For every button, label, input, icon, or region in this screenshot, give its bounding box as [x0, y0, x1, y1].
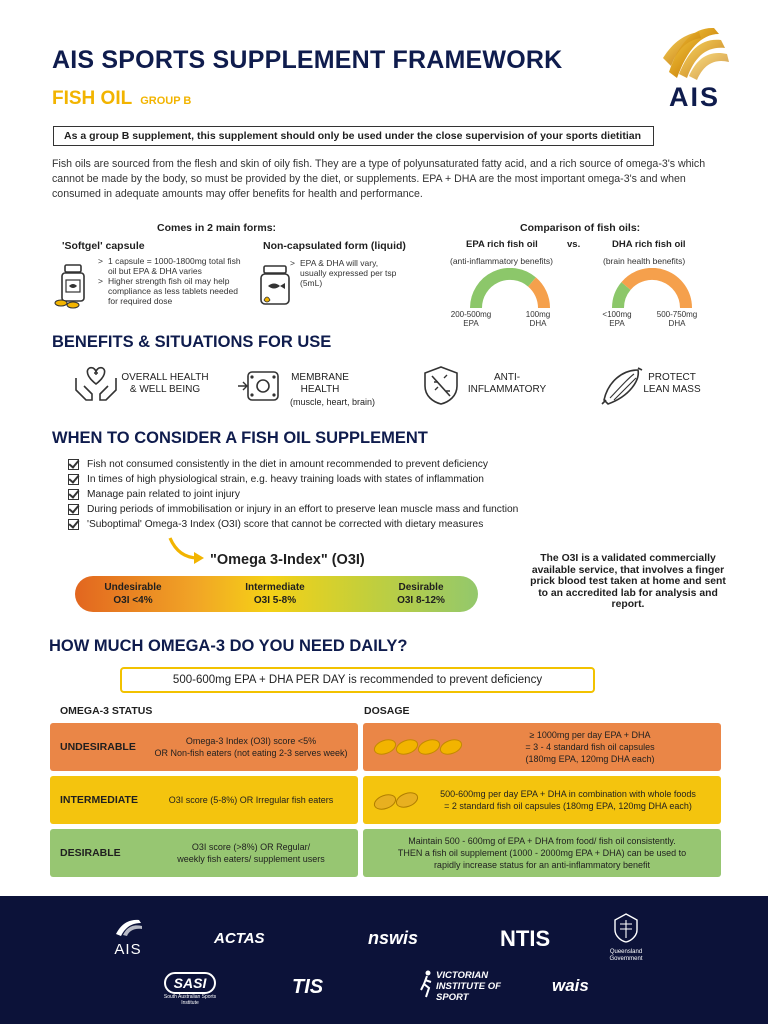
- dha-gauge-right: 500-750mg DHA: [656, 310, 698, 328]
- dosage-text: Maintain 500 - 600mg of EPA + DHA from food/ fish oil consistently. THEN a fish oil supplement (1000 - 2000mg EPA + DHA) can be used to rapidly increase status for an anti-inflammatory benefit: [397, 836, 687, 870]
- status-text: Omega-3 Index (O3I) score <5% OR Non-fish eaters (not eating 2-3 serves week): [154, 736, 348, 758]
- dosage-intermediate: [363, 776, 721, 824]
- qld-caption: Queensland Government: [609, 949, 643, 962]
- dosage-undesirable: [363, 723, 721, 771]
- liquid-label: Non-capsulated form (liquid): [263, 240, 406, 252]
- checklist-text: In times of high physiological strain, e.g. heavy training loads with states of inflammation: [87, 474, 484, 485]
- daily-recommendation: 500-600mg EPA + DHA PER DAY is recommended to prevent deficiency: [120, 667, 595, 693]
- page-title: AIS SPORTS SUPPLEMENT FRAMEWORK: [52, 46, 563, 74]
- benefit-anti-inflammatory: ANTI- INFLAMMATORY: [467, 372, 547, 395]
- footer-logo-sasi: [160, 972, 220, 1006]
- status-label: DESIRABLE: [60, 847, 121, 859]
- o3i-note: The O3I is a validated commercially available service, that involves a finger prick blood test taken at home and sent to an accredited lab for analysis and report.: [530, 553, 726, 610]
- status-label: INTERMEDIATE: [60, 794, 138, 806]
- epa-gauge-left: 200-500mg EPA: [450, 310, 492, 328]
- curved-arrow-icon: [166, 534, 208, 566]
- daily-heading: HOW MUCH OMEGA-3 DO YOU NEED DAILY?: [49, 637, 408, 655]
- footer-logo-vis: [420, 970, 516, 1003]
- checkbox-icon: [68, 474, 79, 485]
- footer-logo-qld: [598, 912, 654, 963]
- vs-label: vs.: [567, 239, 581, 250]
- benefits-heading: BENEFITS & SITUATIONS FOR USE: [52, 333, 332, 351]
- o3i-segment-range: O3I 8-12%: [397, 595, 445, 606]
- benefit-lean-mass: PROTECT LEAN MASS: [643, 372, 701, 395]
- dha-gauge-left: <100mg EPA: [602, 310, 632, 328]
- o3i-segment-undesirable: [90, 581, 176, 607]
- dha-subtitle: (brain health benefits): [603, 256, 686, 266]
- muscle-icon: [600, 366, 644, 406]
- epa-title: EPA rich fish oil: [466, 239, 538, 250]
- status-text: O3I score (5-8%) OR Irregular fish eaters: [168, 795, 334, 805]
- dha-title: DHA rich fish oil: [612, 239, 686, 250]
- liquid-bullet: > EPA & DHA will vary, usually expressed per tsp (5mL): [290, 258, 400, 288]
- o3i-segment-name: Intermediate: [245, 582, 305, 593]
- capsule-bottle-icon: [52, 262, 94, 310]
- cell-membrane-icon: [238, 366, 284, 406]
- dosage-text: 500-600mg per day EPA + DHA in combination with whole foods = 2 standard fish oil capsules (180mg EPA, 120mg DHA each): [440, 789, 696, 811]
- checklist-item: [68, 502, 518, 517]
- footer-logo-nswis: nswis: [368, 928, 419, 948]
- benefit-membrane-sub: (muscle, heart, brain): [290, 397, 376, 407]
- o3i-segment-desirable: [378, 581, 464, 607]
- status-desirable: [50, 829, 358, 877]
- sasi-wordmark: SASI: [164, 972, 217, 994]
- softgel-bullet: > 1 capsule = 1000-1800mg total fish oil but EPA & DHA varies: [98, 256, 248, 276]
- ais-logo: [655, 22, 737, 114]
- softgel-bullet: > Higher strength fish oil may help compliance as less tablets needed for required dose: [98, 276, 248, 306]
- epa-subtitle: (anti-inflammatory benefits): [450, 256, 553, 266]
- o3i-segment-range: O3I 5-8%: [253, 595, 297, 606]
- capsules-icon: [373, 788, 421, 812]
- softgel-label: 'Softgel' capsule: [62, 240, 145, 252]
- forms-heading: Comes in 2 main forms:: [157, 222, 277, 234]
- checkbox-icon: [68, 504, 79, 515]
- epa-gauge: [470, 268, 550, 310]
- vis-wordmark: VICTORIAN INSTITUTE OF SPORT: [436, 970, 501, 1003]
- status-label: UNDESIRABLE: [60, 741, 136, 753]
- partner-footer: [0, 896, 768, 1024]
- footer-logo-wais: wais: [552, 976, 589, 995]
- anti-inflammatory-icon: [420, 364, 462, 406]
- softgel-bullets: [98, 256, 248, 306]
- o3i-segment-intermediate: [232, 581, 318, 607]
- checkbox-icon: [68, 519, 79, 530]
- supplement-name: [52, 88, 191, 110]
- supplement-title: FISH OIL: [52, 88, 133, 109]
- o3i-segment-range: O3I <4%: [113, 595, 153, 606]
- supervision-notice: As a group B supplement, this supplement should only be used under the close supervision of your sports dietitian: [53, 126, 654, 146]
- checklist-text: 'Suboptimal' Omega-3 Index (O3I) score that cannot be corrected with dietary measures: [87, 519, 484, 530]
- consider-checklist: [68, 457, 518, 532]
- ais-ribbon-icon: [113, 918, 143, 936]
- checkbox-icon: [68, 459, 79, 470]
- footer-logo-text: AIS: [114, 941, 142, 958]
- status-column-head: OMEGA-3 STATUS: [60, 705, 153, 717]
- footer-logo-actas: ACTAS: [214, 930, 265, 947]
- dosage-column-head: DOSAGE: [364, 705, 410, 717]
- comparison-heading: Comparison of fish oils:: [520, 222, 641, 234]
- queensland-crest-icon: [609, 912, 643, 944]
- checklist-text: Manage pain related to joint injury: [87, 489, 240, 500]
- checklist-item: [68, 472, 518, 487]
- status-undesirable: [50, 723, 358, 771]
- heart-hands-icon: [73, 364, 119, 404]
- checkbox-icon: [68, 489, 79, 500]
- capsules-icon: [373, 735, 465, 759]
- epa-gauge-right: 100mg DHA: [525, 310, 551, 328]
- benefit-membrane-health: MEMBRANE HEALTH: [291, 372, 349, 395]
- ais-logo-text: AIS: [669, 82, 721, 112]
- dosage-text: ≥ 1000mg per day EPA + DHA = 3 - 4 standard fish oil capsules (180mg EPA, 120mg DHA each): [525, 730, 655, 764]
- consider-heading: WHEN TO CONSIDER A FISH OIL SUPPLEMENT: [52, 429, 428, 447]
- sasi-caption: South Australian Sports Institute: [163, 994, 217, 1006]
- o3i-title: "Omega 3-Index" (O3I): [210, 552, 365, 568]
- dosage-desirable: [363, 829, 721, 877]
- benefit-overall-health: OVERALL HEALTH & WELL BEING: [121, 372, 209, 395]
- checklist-item: [68, 457, 518, 472]
- footer-logo-ntis: NTIS: [500, 926, 551, 951]
- status-intermediate: [50, 776, 358, 824]
- footer-logo-tis: TIS: [292, 976, 324, 998]
- checklist-text: During periods of immobilisation or injury in an effort to preserve lean muscle mass and function: [87, 504, 519, 515]
- ais-ribbon-icon: [659, 22, 731, 84]
- footer-logo-ais: [104, 918, 152, 958]
- checklist-item: [68, 487, 518, 502]
- group-badge: GROUP B: [140, 95, 192, 107]
- o3i-segment-name: Desirable: [398, 582, 444, 593]
- runner-icon: [420, 970, 434, 998]
- dha-gauge: [612, 268, 692, 310]
- checklist-text: Fish not consumed consistently in the diet in amount recommended to prevent deficiency: [87, 459, 488, 470]
- liquid-jar-icon: [258, 264, 292, 308]
- status-text: O3I score (>8%) OR Regular/ weekly fish eaters/ supplement users: [177, 842, 325, 864]
- checklist-item: [68, 517, 518, 532]
- intro-paragraph: Fish oils are sourced from the flesh and skin of oily fish. They are a type of polyunsaturated fatty acid, and a rich source of omega-3's which cannot be made by the body, so must be provided by the diet, or supplements. EPA + DHA are the most important omega-3's and when consumed in adequate amounts may offer benefits for health and performance.: [52, 158, 706, 200]
- liquid-bullets: [290, 258, 400, 288]
- o3i-segment-name: Undesirable: [104, 582, 162, 593]
